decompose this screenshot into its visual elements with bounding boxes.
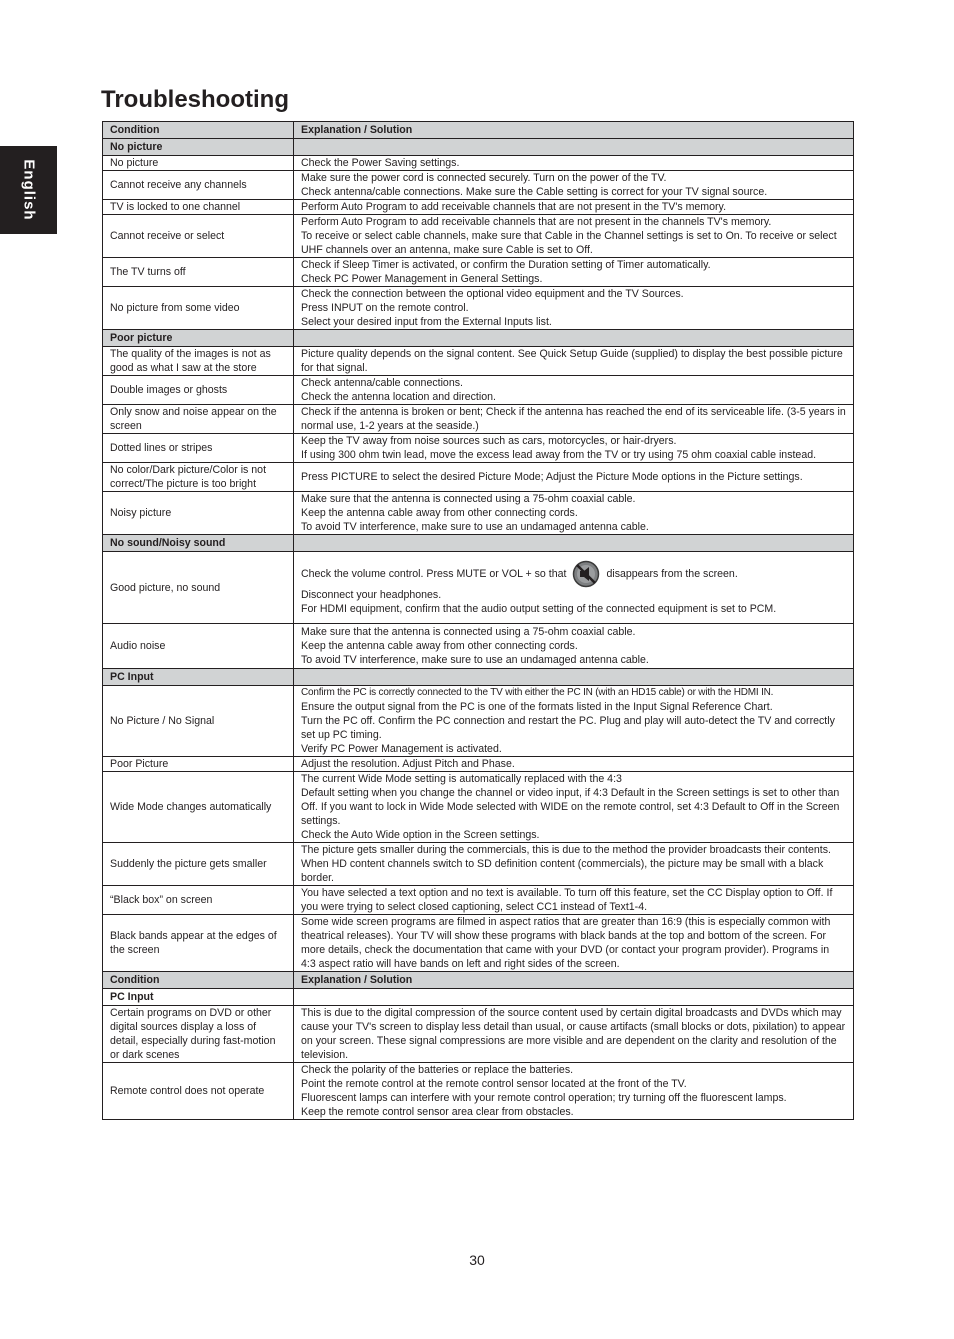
solution-cell: Check the polarity of the batteries or replace the batteries. Point the remote control at the remote control sensor located at the front of the TV. Fluorescent lamps can interfere with your remote control operation; try turning off the fluorescent lamps. Keep the remote control sensor area clear from obstacles. [294,1063,854,1120]
solution-cell: Make sure that the antenna is connected using a 75-ohm coaxial cable. Keep the antenna cable away from other connecting cords. To avoid TV interference, make sure to use an undamaged antenna cable. [294,492,854,535]
condition-cell: Dotted lines or stripes [103,434,294,463]
solution-cell: The current Wide Mode setting is automatically replaced with the 4:3 Default setting when you change the channel or video input, if 4:3 Default in the Screen settings is set to other than Off. If you want to lock in Wide Mode selected with WIDE on the remote control, set 4:3 Default to Off in the Screen settings. Check the Auto Wide option in the Screen settings. [294,772,854,843]
mute-icon [572,560,600,588]
table-row [103,886,854,915]
section-row [103,989,854,1006]
table-row [103,552,854,624]
table-row [103,686,854,757]
solution-cell: Perform Auto Program to add receivable channels that are not present in the channels TV's memory. To receive or select cable channels, make sure that Cable in the Channel settings is set to On. To receive or select UHF channels over an antenna, make sure Cable is set to Off. [294,215,854,258]
condition-cell: Suddenly the picture gets smaller [103,843,294,886]
table-header-row [103,122,854,139]
table-row [103,376,854,405]
table-row [103,1006,854,1063]
condition-cell: No picture [103,156,294,171]
header-solution: Explanation / Solution [294,972,854,989]
condition-cell: The TV turns off [103,258,294,287]
table-row [103,624,854,669]
section-row [103,330,854,347]
header-condition: Condition [103,122,294,139]
section-row [103,535,854,552]
condition-cell: Only snow and noise appear on the screen [103,405,294,434]
solution-cell: This is due to the digital compression of the source content used by certain digital broadcasts and DVDs which may cause your TV's screen to display less detail than usual, or cause artifacts (small blocks or dots, pixilation) to appear on your screen. These signal compressions are more visible and are dependent on the clarity and resolution of the television. [294,1006,854,1063]
solution-cell: Perform Auto Program to add receivable channels that are not present in the TV's memory. [294,200,854,215]
condition-cell: Poor Picture [103,757,294,772]
solution-cell: Press PICTURE to select the desired Picture Mode; Adjust the Picture Mode options in the Picture settings. [294,463,854,492]
solution-cell: Check antenna/cable connections. Check the antenna location and direction. [294,376,854,405]
condition-cell: Remote control does not operate [103,1063,294,1120]
condition-cell: “Black box” on screen [103,886,294,915]
condition-cell: Audio noise [103,624,294,669]
section-title: PC Input [103,669,294,686]
solution-cell: Some wide screen programs are filmed in aspect ratios that are greater than 16:9 (this is especially common with theatrical releases). Your TV will show these programs with black bands at the top and bottom of the screen. For more details, check the documentation that came with your DVD (or contact your program provider). Programs in 4:3 aspect ratio will have bands on left and right sides of the screen. [294,915,854,972]
solution-cell: Check if the antenna is broken or bent; Check if the antenna has reached the end of its serviceable life. (3-5 years in normal use, 1-2 years at the seaside.) [294,405,854,434]
header-condition: Condition [103,972,294,989]
solution-cell: Confirm the PC is correctly connected to the TV with either the PC IN (with an HD15 cable) or with the HDMI IN. Ensure the output signal from the PC is one of the formats listed in the Input Signal Reference Chart. Turn the PC off. Confirm the PC connection and restart the PC. Plug and play will auto-detect the TV and correctly set up PC timing. Verify PC Power Management is activated. [294,686,854,757]
table-row [103,287,854,330]
header-solution: Explanation / Solution [294,122,854,139]
condition-cell: Cannot receive any channels [103,171,294,200]
condition-cell: Good picture, no sound [103,552,294,624]
condition-cell: Certain programs on DVD or other digital sources display a loss of detail, especially during fast-motion or dark scenes [103,1006,294,1063]
table-row [103,757,854,772]
table-row [103,492,854,535]
solution-cell: Check the connection between the optional video equipment and the TV Sources. Press INPUT on the remote control. Select your desired input from the External Inputs list. [294,287,854,330]
section-title: PC Input [103,989,294,1006]
section-title: Poor picture [103,330,294,347]
condition-cell: No Picture / No Signal [103,686,294,757]
condition-cell: The quality of the images is not as good as what I saw at the store [103,347,294,376]
solution-cell: Check the volume control. Press MUTE or VOL + so that disappears from the screen. Disconnect your headphones. For HDMI equipment, confirm that the audio output setting of the connected equipment is set to PCM. [294,552,854,624]
condition-cell: Cannot receive or select [103,215,294,258]
solution-cell: You have selected a text option and no text is available. To turn off this feature, set the CC Display option to Off. If you were trying to select closed captioning, select CC1 instead of Text1-4. [294,886,854,915]
table-row [103,463,854,492]
table-row [103,347,854,376]
troubleshooting-table [102,121,854,1120]
table-row [103,434,854,463]
condition-cell: TV is locked to one channel [103,200,294,215]
table-row [103,258,854,287]
table-row [103,1063,854,1120]
table-row [103,215,854,258]
table-row [103,915,854,972]
condition-cell: Noisy picture [103,492,294,535]
condition-cell: Wide Mode changes automatically [103,772,294,843]
table-row [103,200,854,215]
solution-cell: Check the Power Saving settings. [294,156,854,171]
table-row [103,171,854,200]
condition-cell: No color/Dark picture/Color is not correct/The picture is too bright [103,463,294,492]
section-row [103,669,854,686]
table-row [103,405,854,434]
table-row [103,772,854,843]
section-title: No picture [103,139,294,156]
section-title: No sound/Noisy sound [103,535,294,552]
solution-cell: Keep the TV away from noise sources such as cars, motorcycles, or hair-dryers. If using 300 ohm twin lead, move the excess lead away from the TV or try using 75 ohm coaxial cable instead. [294,434,854,463]
condition-cell: Double images or ghosts [103,376,294,405]
solution-cell: Make sure that the antenna is connected using a 75-ohm coaxial cable. Keep the antenna cable away from other connecting cords. To avoid TV interference, make sure to use an undamaged antenna cable. [294,624,854,669]
table-header-row [103,972,854,989]
table-row [103,843,854,886]
condition-cell: No picture from some video [103,287,294,330]
section-row [103,139,854,156]
page-title: Troubleshooting [101,86,289,113]
solution-cell: Make sure the power cord is connected securely. Turn on the power of the TV. Check antenna/cable connections. Make sure the Cable setting is correct for your TV signal source. [294,171,854,200]
solution-cell: Check if Sleep Timer is activated, or confirm the Duration setting of Timer automatically. Check PC Power Management in General Settings. [294,258,854,287]
table-row [103,156,854,171]
solution-cell: Picture quality depends on the signal content. See Quick Setup Guide (supplied) to display the best possible picture for that signal. [294,347,854,376]
solution-cell: The picture gets smaller during the commercials, this is due to the method the provider broadcasts their contents. When HD content channels switch to SD definition content (commercials), the picture may be small with a black border. [294,843,854,886]
solution-cell: Adjust the resolution. Adjust Pitch and Phase. [294,757,854,772]
language-tab-label: English [20,159,37,221]
condition-cell: Black bands appear at the edges of the screen [103,915,294,972]
language-tab [0,146,57,234]
page-number: 30 [469,1252,485,1268]
